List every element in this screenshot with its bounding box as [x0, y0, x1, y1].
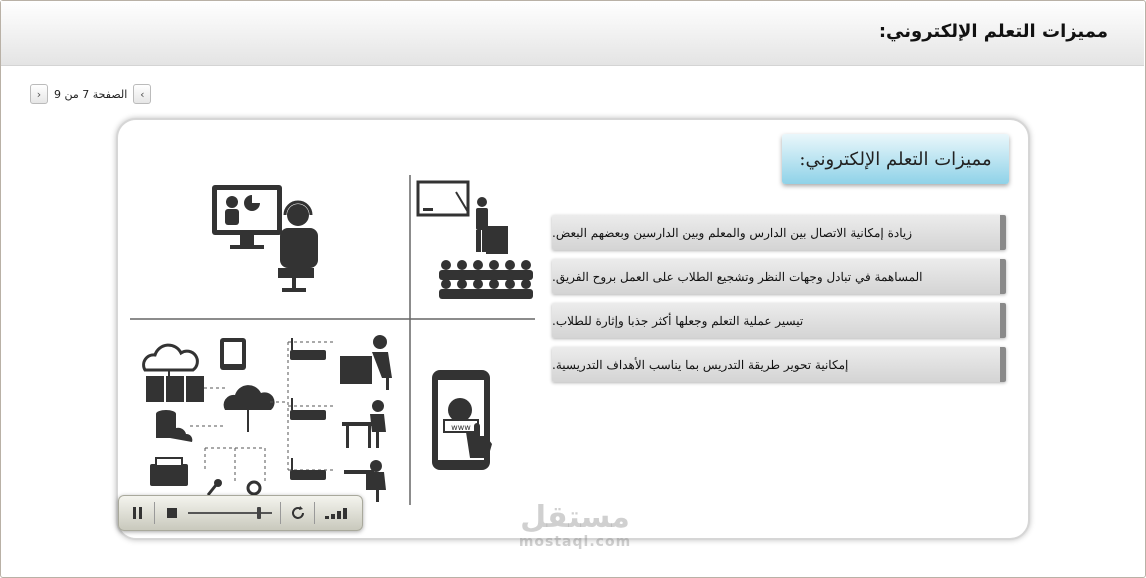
pause-icon — [132, 506, 144, 520]
prev-page-button[interactable] — [133, 84, 151, 104]
separator — [280, 502, 281, 524]
separator — [314, 502, 315, 524]
bullet-item: تيسير عملية التعلم وجعلها أكثر جذبا وإثارة للطلاب. — [552, 303, 1006, 338]
watermark — [500, 502, 650, 550]
teacher-classroom-icon — [418, 182, 533, 299]
pager-text: الصفحة 7 من 9 — [54, 87, 128, 101]
separator — [154, 502, 155, 524]
replay-icon — [290, 505, 306, 521]
stop-button[interactable] — [163, 504, 180, 522]
video-call-icon — [212, 185, 318, 292]
slide-title: مميزات التعلم الإلكتروني: — [782, 134, 1009, 184]
replay-button[interactable] — [289, 504, 306, 522]
chevron-right-icon: › — [36, 87, 42, 101]
www-label: www — [451, 423, 471, 432]
watermark-arabic: مستقل — [520, 500, 630, 535]
bullet-item: إمكانية تحوير طريقة التدريس بما يناسب الأهداف التدريسية. — [552, 347, 1006, 382]
chevron-left-icon: ‹ — [140, 87, 145, 101]
volume-button[interactable] — [323, 504, 352, 522]
bullet-item: زيادة إمكانية الاتصال بين الدارس والمعلم وبين الدارسين وبعضهم البعض. — [552, 215, 1006, 250]
stop-icon — [166, 507, 178, 519]
media-control-bar — [118, 495, 363, 531]
seek-slider[interactable] — [188, 506, 272, 520]
mobile-www-icon — [432, 370, 492, 470]
seek-thumb[interactable] — [257, 507, 261, 519]
network-diagram-icon — [144, 335, 392, 502]
elearning-illustration — [130, 170, 540, 510]
volume-bars-icon — [324, 506, 352, 520]
header-bar — [1, 1, 1144, 66]
next-page-button[interactable] — [30, 84, 48, 104]
page-title: مميزات التعلم الإلكتروني: — [878, 21, 1108, 42]
watermark-latin: mostaql.com — [518, 534, 632, 550]
pager — [30, 83, 151, 105]
bullet-item: المساهمة في تبادل وجهات النظر وتشجيع الطلاب على العمل بروح الفريق. — [552, 259, 1006, 294]
pause-button[interactable] — [129, 504, 146, 522]
